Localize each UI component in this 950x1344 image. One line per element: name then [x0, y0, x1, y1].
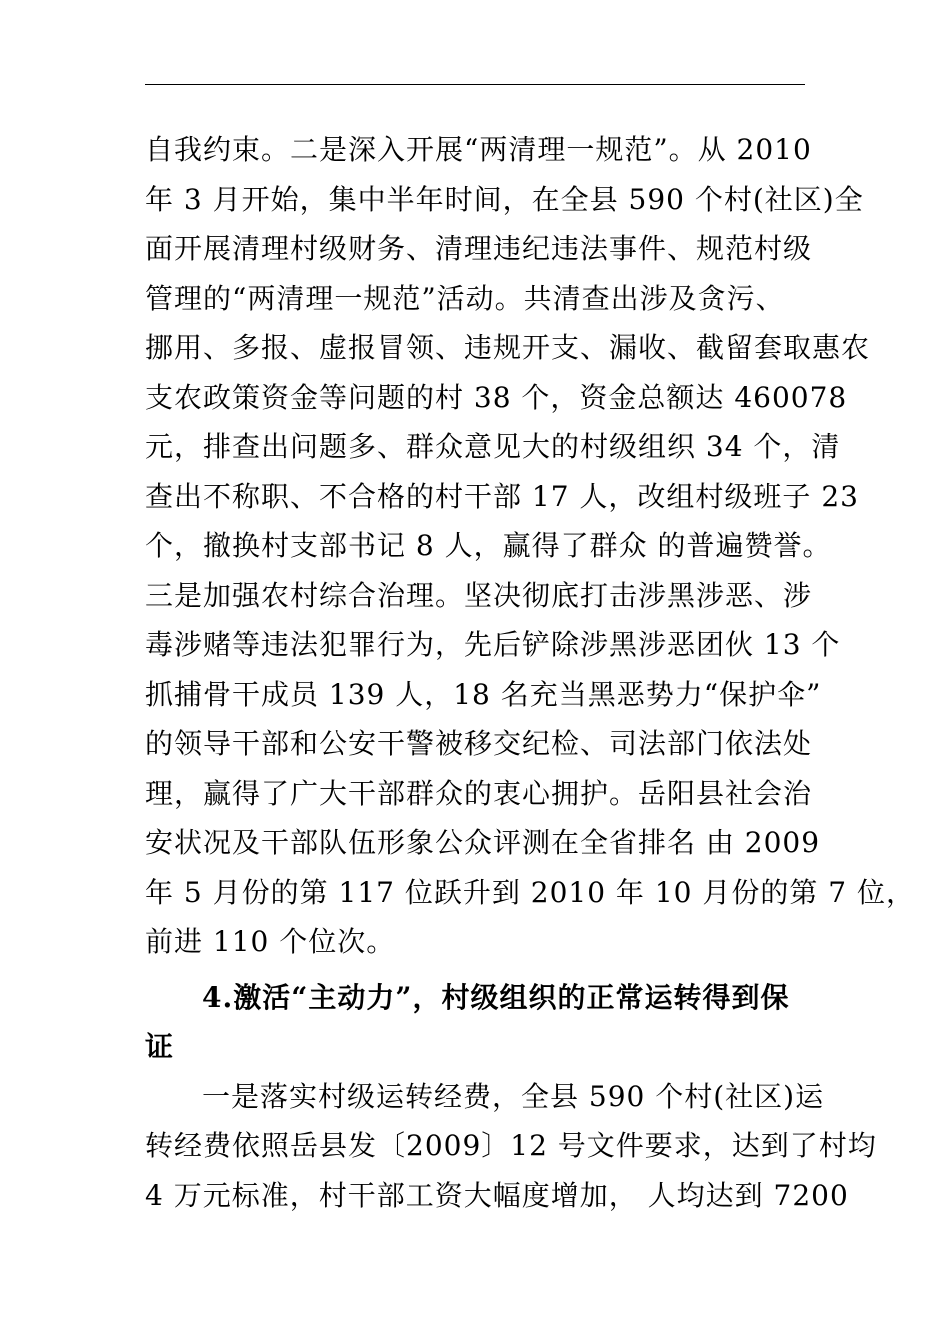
text-line: 管理的“两清理一规范”活动。共清查出涉及贪污、: [145, 282, 785, 315]
section-heading: 4.激活“主动力”，村级组织的正常运转得到保: [202, 981, 790, 1014]
text-line: 抓捕骨干成员 139 人，18 名充当黑恶势力“保护伞”: [145, 678, 822, 711]
header-rule: [145, 84, 805, 85]
paragraph-first-line: 一是落实村级运转经费，全县 590 个村(社区)运: [202, 1080, 825, 1113]
text-line: 毒涉赌等违法犯罪行为，先后铲除涉黑涉恶团伙 13 个: [145, 628, 841, 661]
text-line: 查出不称职、不合格的村干部 17 人，改组村级班子 23: [145, 480, 859, 513]
text-line: 自我约束。二是深入开展“两清理一规范”。从 2010: [145, 133, 812, 166]
text-line: 挪用、多报、虚报冒领、违规开支、漏收、截留套取惠农: [145, 331, 871, 364]
text-line: 4 万元标准，村干部工资大幅度增加， 人均达到 7200: [145, 1179, 849, 1212]
text-line: 年 3 月开始，集中半年时间，在全县 590 个村(社区)全: [145, 183, 864, 216]
text-line: 支农政策资金等问题的村 38 个，资金总额达 460078: [145, 381, 848, 414]
text-line: 三是加强农村综合治理。坚决彻底打击涉黑涉恶、涉: [145, 579, 813, 612]
text-line: 元，排查出问题多、群众意见大的村级组织 34 个，清: [145, 430, 841, 463]
text-line: 前进 110 个位次。: [145, 925, 396, 958]
section-heading-continued: 证: [145, 1030, 175, 1063]
text-line: 年 5 月份的第 117 位跃升到 2010 年 10 月份的第 7 位，: [145, 876, 915, 909]
text-line: 面开展清理村级财务、清理违纪违法事件、规范村级: [145, 232, 813, 265]
text-line: 个，撤换村支部书记 8 人，赢得了群众 的普遍赞誉。: [145, 529, 832, 562]
text-line: 的领导干部和公安干警被移交纪检、司法部门依法处: [145, 727, 813, 760]
text-line: 安状况及干部队伍形象公众评测在全省排名 由 2009: [145, 826, 821, 859]
text-line: 转经费依照岳县发〔2009〕12 号文件要求，达到了村均: [145, 1129, 877, 1162]
text-line: 理，赢得了广大干部群众的衷心拥护。岳阳县社会治: [145, 777, 813, 810]
